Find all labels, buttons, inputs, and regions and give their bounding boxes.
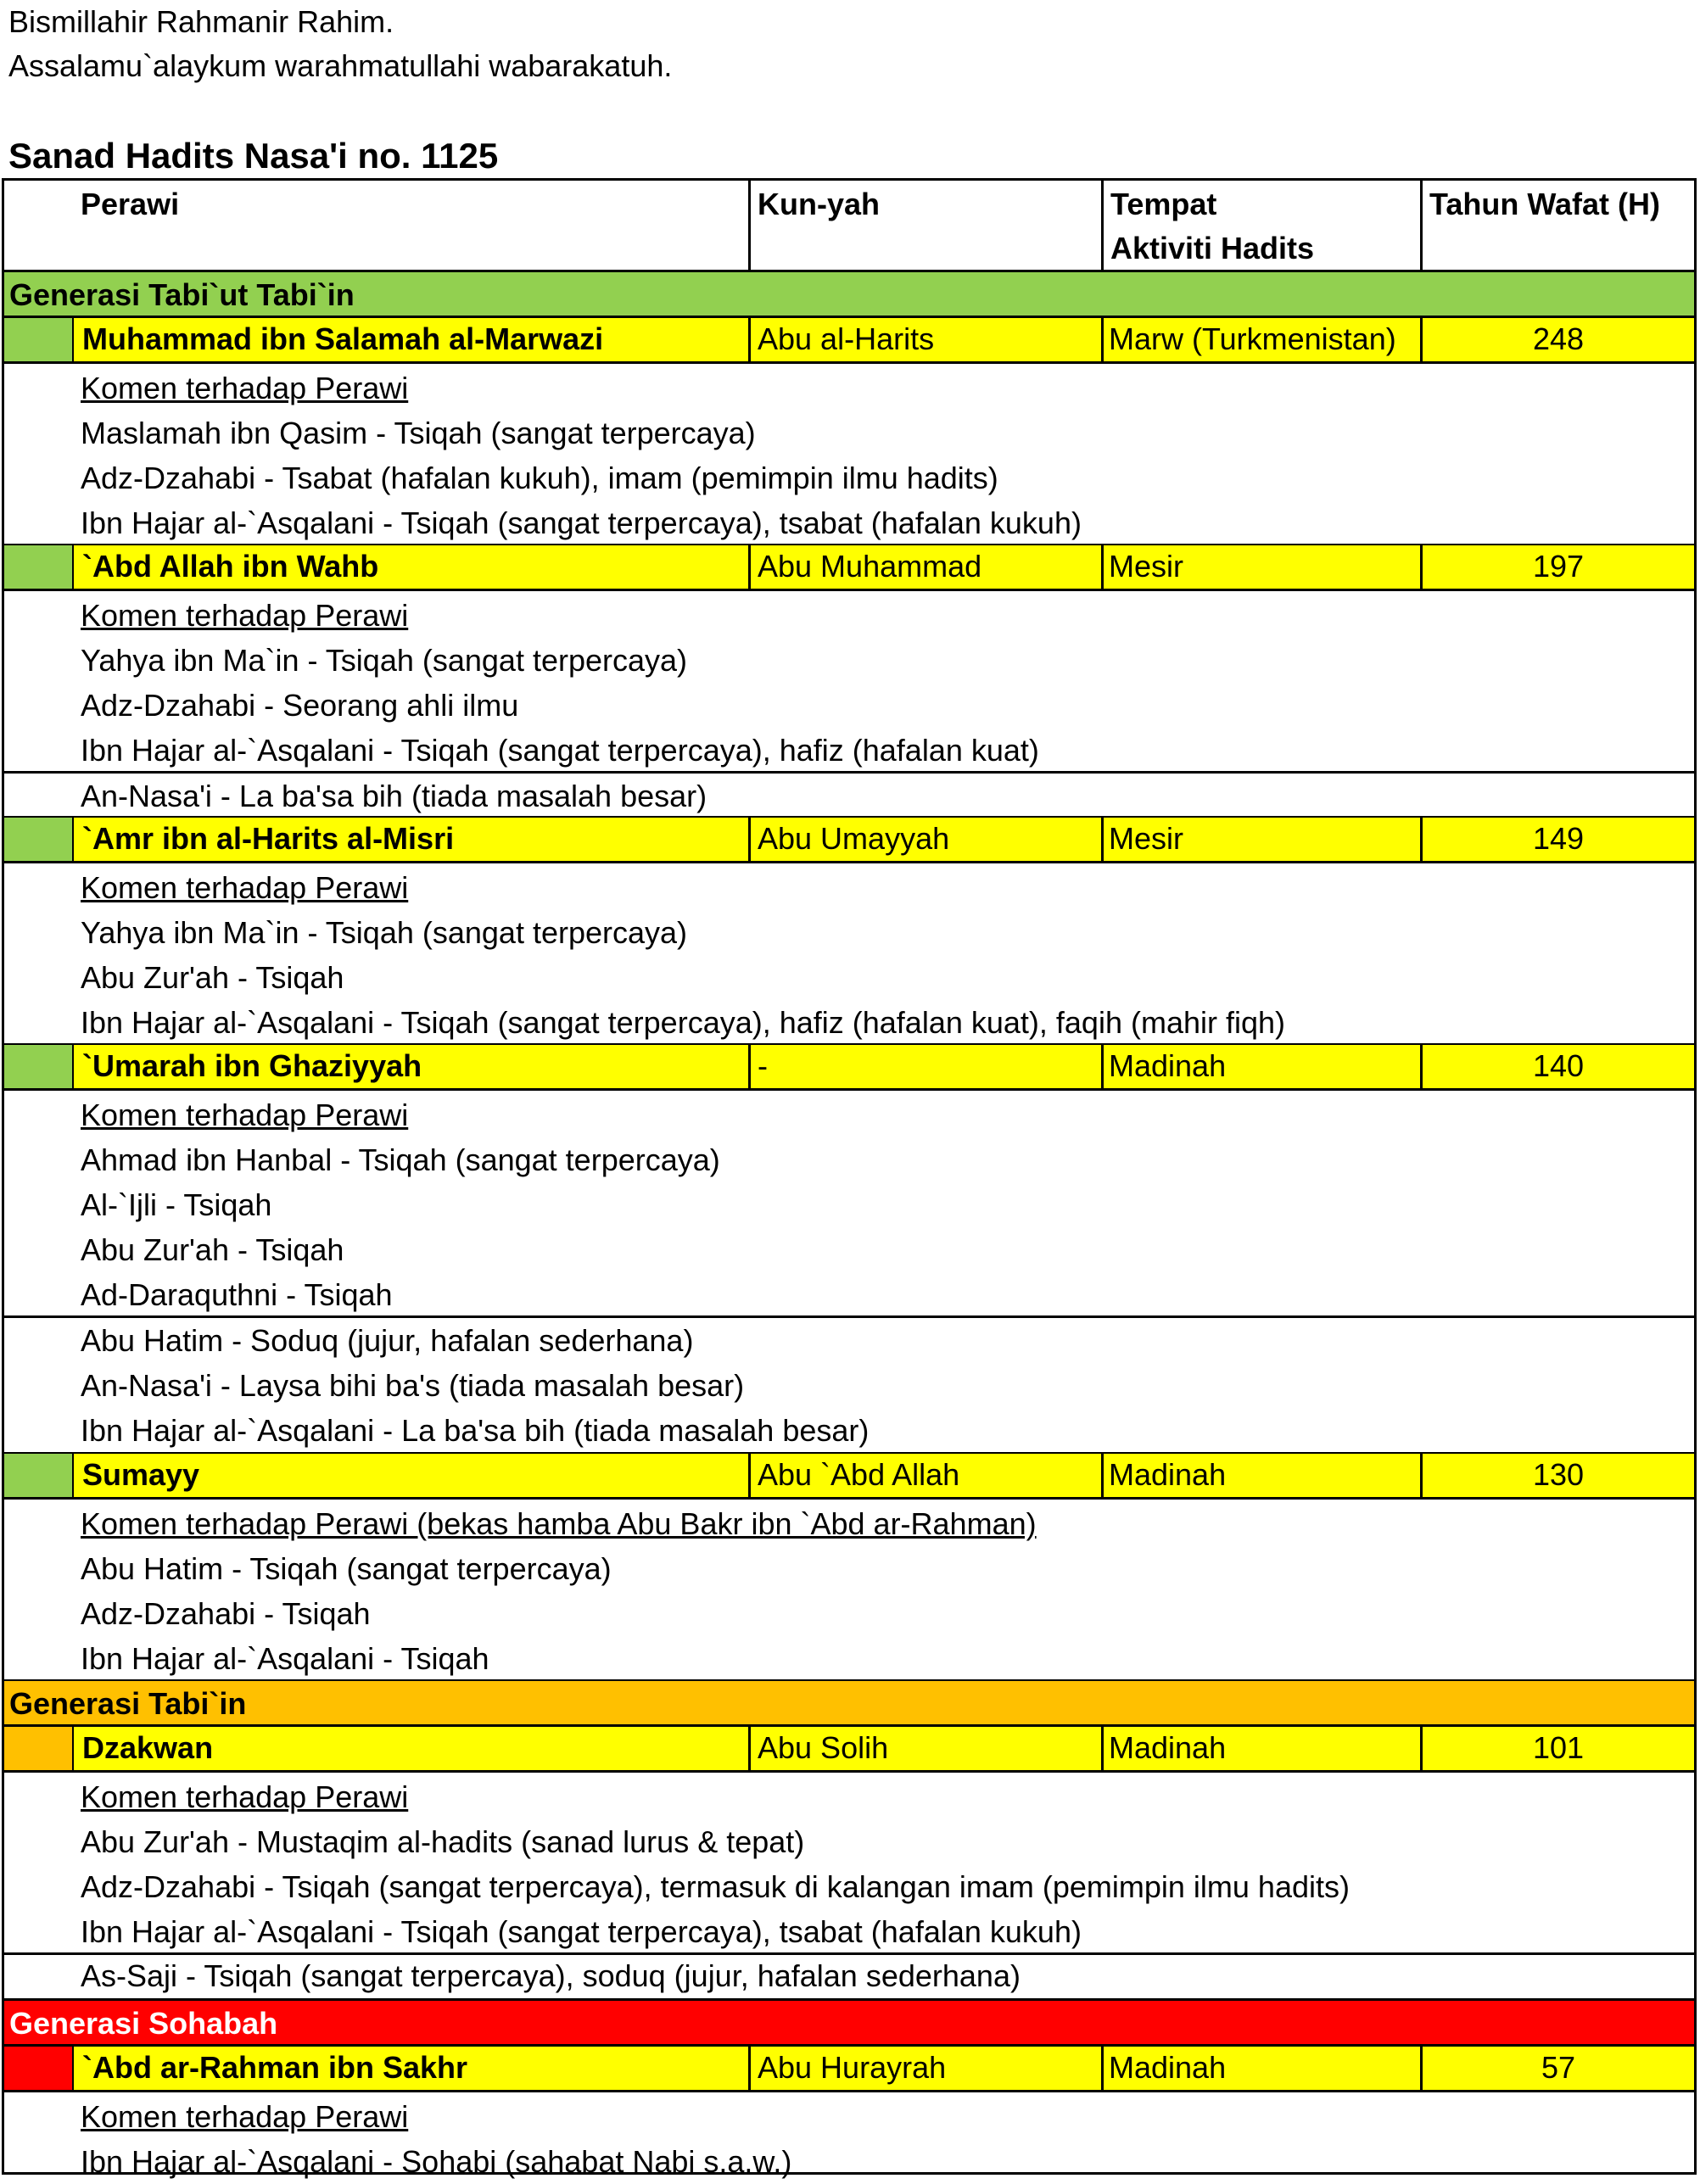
table-header (4, 181, 1694, 272)
narrator-place: Mesir (1104, 818, 1423, 861)
comments-heading: Komen terhadap Perawi (81, 870, 409, 905)
generation-marker (4, 318, 74, 361)
header-perawi: Perawi (4, 181, 751, 270)
sanad-table (2, 178, 1697, 2179)
comments-heading: Komen terhadap Perawi (81, 2099, 409, 2134)
generation-sohabah: Generasi Sohabah (4, 2001, 1694, 2047)
narrator-row (4, 2047, 1694, 2092)
generation-marker (4, 545, 74, 589)
comment-item: Ibn Hajar al-`Asqalani - Tsiqah (81, 1641, 489, 1676)
comments-heading: Komen terhadap Perawi (81, 598, 409, 633)
narrator-row (4, 318, 1694, 364)
comment-item: Adz-Dzahabi - Seorang ahli ilmu (81, 688, 519, 723)
comment-item: Ibn Hajar al-`Asqalani - Tsiqah (sangat terpercaya), tsabat (hafalan kukuh) (81, 506, 1082, 540)
narrator-death-year: 140 (1532, 1048, 1585, 1083)
comment-item: Ahmad ibn Hanbal - Tsiqah (sangat terpercaya) (81, 1142, 720, 1177)
comment-item: Yahya ibn Ma`in - Tsiqah (sangat terpercaya) (81, 643, 688, 678)
comment-item: Ibn Hajar al-`Asqalani - Sohabi (sahabat Nabi s.a.w.) (81, 2144, 792, 2179)
greeting-salam: Assalamu`alaykum warahmatullahi wabarakatuh. (8, 48, 673, 83)
narrator-death-year: 130 (1532, 1457, 1585, 1492)
narrator-place: Madinah (1104, 1454, 1423, 1497)
comment-item: Adz-Dzahabi - Tsabat (hafalan kukuh), imam (pemimpin ilmu hadits) (81, 461, 998, 495)
narrator-name: Muhammad ibn Salamah al-Marwazi (74, 318, 751, 361)
generation-marker (4, 1727, 74, 1770)
narrator-kunyah: - (751, 1045, 1104, 1088)
comments-block (4, 1773, 1694, 1955)
narrator-name: `Abd Allah ibn Wahb (74, 545, 751, 589)
comment-item: An-Nasa'i - La ba'sa bih (tiada masalah besar) (81, 779, 707, 813)
comments-block-extra (4, 1318, 1694, 1461)
comments-block (4, 591, 1694, 774)
comment-item: Yahya ibn Ma`in - Tsiqah (sangat terpercaya) (81, 915, 688, 950)
narrator-name: Sumayy (74, 1454, 751, 1497)
comment-item: Ibn Hajar al-`Asqalani - Tsiqah (sangat terpercaya), hafiz (hafalan kuat), faqih (mahir fiqh) (81, 1005, 1286, 1040)
comment-item: Maslamah ibn Qasim - Tsiqah (sangat terpercaya) (81, 416, 756, 450)
narrator-death-year: 57 (1541, 2050, 1576, 2085)
comment-item: As-Saji - Tsiqah (sangat terpercaya), soduq (jujur, hafalan sederhana) (81, 1958, 1021, 1993)
narrator-place: Marw (Turkmenistan) (1104, 318, 1423, 361)
narrator-kunyah: Abu `Abd Allah (751, 1454, 1104, 1497)
comment-item: Ibn Hajar al-`Asqalani - Tsiqah (sangat terpercaya), hafiz (hafalan kuat) (81, 733, 1039, 768)
narrator-name: `Amr ibn al-Harits al-Misri (74, 818, 751, 861)
comment-item: Abu Hatim - Soduq (jujur, hafalan sederhana) (81, 1323, 694, 1358)
header-kunyah: Kun-yah (751, 181, 1104, 270)
comment-item: Adz-Dzahabi - Tsiqah (sangat terpercaya), termasuk di kalangan imam (pemimpin ilmu hadits) (81, 1869, 1350, 1904)
narrator-death-year: 101 (1532, 1730, 1585, 1765)
narrator-name: `Abd ar-Rahman ibn Sakhr (74, 2047, 751, 2090)
generation-tabiut-tabiin: Generasi Tabi`ut Tabi`in (4, 272, 1694, 318)
header-tempat-line2: Aktiviti Hadits (1110, 231, 1315, 265)
comments-block (4, 1091, 1694, 1318)
narrator-death-year: 248 (1532, 321, 1585, 356)
narrator-kunyah: Abu Hurayrah (751, 2047, 1104, 2090)
comment-item: Abu Zur'ah - Tsiqah (81, 1232, 344, 1267)
comment-item: Adz-Dzahabi - Tsiqah (81, 1596, 371, 1631)
generation-marker (4, 818, 74, 861)
comments-block-extra (4, 1955, 1694, 2001)
comment-item: Ad-Daraquthni - Tsiqah (81, 1277, 393, 1312)
comments-block (4, 863, 1694, 1052)
comment-item: Ibn Hajar al-`Asqalani - La ba'sa bih (tiada masalah besar) (81, 1413, 870, 1448)
comments-heading: Komen terhadap Perawi (81, 1098, 409, 1132)
comments-heading: Komen terhadap Perawi (bekas hamba Abu Bakr ibn `Abd ar-Rahman) (81, 1506, 1037, 1541)
comments-block-extra (4, 774, 1694, 824)
comments-block (4, 364, 1694, 552)
narrator-kunyah: Abu Umayyah (751, 818, 1104, 861)
generation-marker (4, 1045, 74, 1088)
header-tahun-wafat: Tahun Wafat (H) (1429, 187, 1660, 221)
comment-item: Abu Zur'ah - Mustaqim al-hadits (sanad lurus & tepat) (81, 1824, 805, 1859)
header-tempat (1104, 181, 1423, 270)
comment-item: Ibn Hajar al-`Asqalani - Tsiqah (sangat terpercaya), tsabat (hafalan kukuh) (81, 1914, 1082, 1949)
narrator-death-year: 149 (1532, 821, 1585, 856)
page-title: Sanad Hadits Nasa'i no. 1125 (8, 136, 499, 176)
generation-marker (4, 1454, 74, 1497)
comments-heading: Komen terhadap Perawi (81, 371, 409, 405)
narrator-row (4, 1727, 1694, 1773)
comment-item: An-Nasa'i - Laysa bihi ba's (tiada masalah besar) (81, 1368, 745, 1403)
comments-heading: Komen terhadap Perawi (81, 1779, 409, 1814)
comment-item: Abu Zur'ah - Tsiqah (81, 960, 344, 995)
greeting-basmalah: Bismillahir Rahmanir Rahim. (8, 4, 394, 39)
narrator-row (4, 545, 1694, 591)
narrator-row (4, 1454, 1694, 1500)
narrator-kunyah: Abu Solih (751, 1727, 1104, 1770)
narrator-name: `Umarah ibn Ghaziyyah (74, 1045, 751, 1088)
narrator-place: Madinah (1104, 2047, 1423, 2090)
narrator-place: Madinah (1104, 1727, 1423, 1770)
narrator-row (4, 818, 1694, 863)
header-tempat-line1: Tempat (1110, 187, 1217, 221)
narrator-death-year: 197 (1532, 549, 1585, 584)
narrator-kunyah: Abu Muhammad (751, 545, 1104, 589)
narrator-kunyah: Abu al-Harits (751, 318, 1104, 361)
generation-tabiin: Generasi Tabi`in (4, 1681, 1694, 1727)
narrator-place: Mesir (1104, 545, 1423, 589)
generation-marker (4, 2047, 74, 2090)
narrator-place: Madinah (1104, 1045, 1423, 1088)
narrator-row (4, 1045, 1694, 1091)
narrator-name: Dzakwan (74, 1727, 751, 1770)
comments-block (4, 2092, 1694, 2179)
comment-item: Al-`Ijli - Tsiqah (81, 1187, 272, 1222)
comments-block (4, 1500, 1694, 1688)
comment-item: Abu Hatim - Tsiqah (sangat terpercaya) (81, 1551, 612, 1586)
